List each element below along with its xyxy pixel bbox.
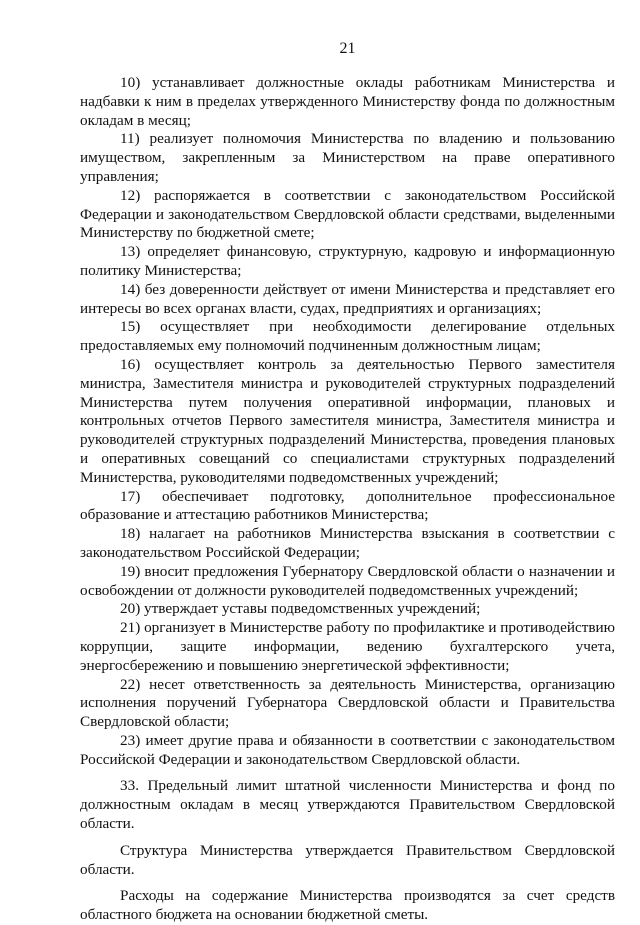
paragraph-11: 11) реализует полномочия Министерства по владению и пользованию имуществом, закрепленным за Министерством на праве оперативного управления; <box>80 130 615 185</box>
paragraph-13: 13) определяет финансовую, структурную, кадровую и информационную политику Министерства; <box>80 243 615 279</box>
paragraph-16: 16) осуществляет контроль за деятельностью Первого заместителя министра, Заместителя министра и руководителей структурных подразделений Министерства путем получения оперативной информации, плановых и контрольных отчетов Первого заместителя министра, Заместителя министра и руководителей структурных подразделений Министерства, проведения плановых и оперативных совещаний со специалистами структурных подразделений Министерства, руководителями подведомственных учреждений; <box>80 355 615 486</box>
page-number: 21 <box>339 40 356 57</box>
paragraph-23: 23) имеет другие права и обязанности в соответствии с законодательством Российской Федерации и законодательством Свердловской области. <box>80 731 615 768</box>
paragraph-33: 33. Предельный лимит штатной численности Министерства и фонд по должностным окладам в месяц утверждаются Правительством Свердловской области. <box>80 777 615 833</box>
paragraph-17: 17) обеспечивает подготовку, дополнительное профессиональное образование и аттестацию работников Министерства; <box>80 487 615 524</box>
paragraph-14: 14) без доверенности действует от имени Министерства и представляет его интересы во всех органах власти, судах, предприятиях и организациях; <box>80 280 615 317</box>
paragraph-22: 22) несет ответственность за деятельность Министерства, организацию исполнения поручений Губернатора Свердловской области и Правительства Свердловской области; <box>80 675 615 731</box>
paragraph-21: 21) организует в Министерстве работу по профилактике и противодействию коррупции, защите информации, ведению бухгалтерского учета, энергосбережению и повышению энергетической эффективности; <box>80 619 615 674</box>
paragraph-expenses: Расходы на содержание Министерства производятся за счет средств областного бюджета на основании бюджетной сметы. <box>80 887 615 924</box>
paragraph-10: 10) устанавливает должностные оклады работникам Министерства и надбавки к ним в пределах утвержденного Министерству фонда по должностным окладам в месяц; <box>80 74 615 129</box>
paragraph-15: 15) осуществляет при необходимости делегирование отдельных предоставляемых ему полномочий подчиненным должностным лицам; <box>80 318 615 355</box>
document-page <box>80 40 615 925</box>
paragraph-19: 19) вносит предложения Губернатору Свердловской области о назначении и освобождении от должности руководителей подведомственных учреждений; <box>80 562 615 599</box>
paragraph-18: 18) налагает на работников Министерства взыскания в соответствии с законодательством Российской Федерации; <box>80 525 615 561</box>
paragraph-12: 12) распоряжается в соответствии с законодательством Российской Федерации и законодательством Свердловской области средствами, выделенными Министерству по бюджетной смете; <box>80 186 615 242</box>
paragraph-structure: Структура Министерства утверждается Правительством Свердловской области. <box>80 841 615 878</box>
paragraph-20: 20) утверждает уставы подведомственных учреждений; <box>120 600 481 618</box>
